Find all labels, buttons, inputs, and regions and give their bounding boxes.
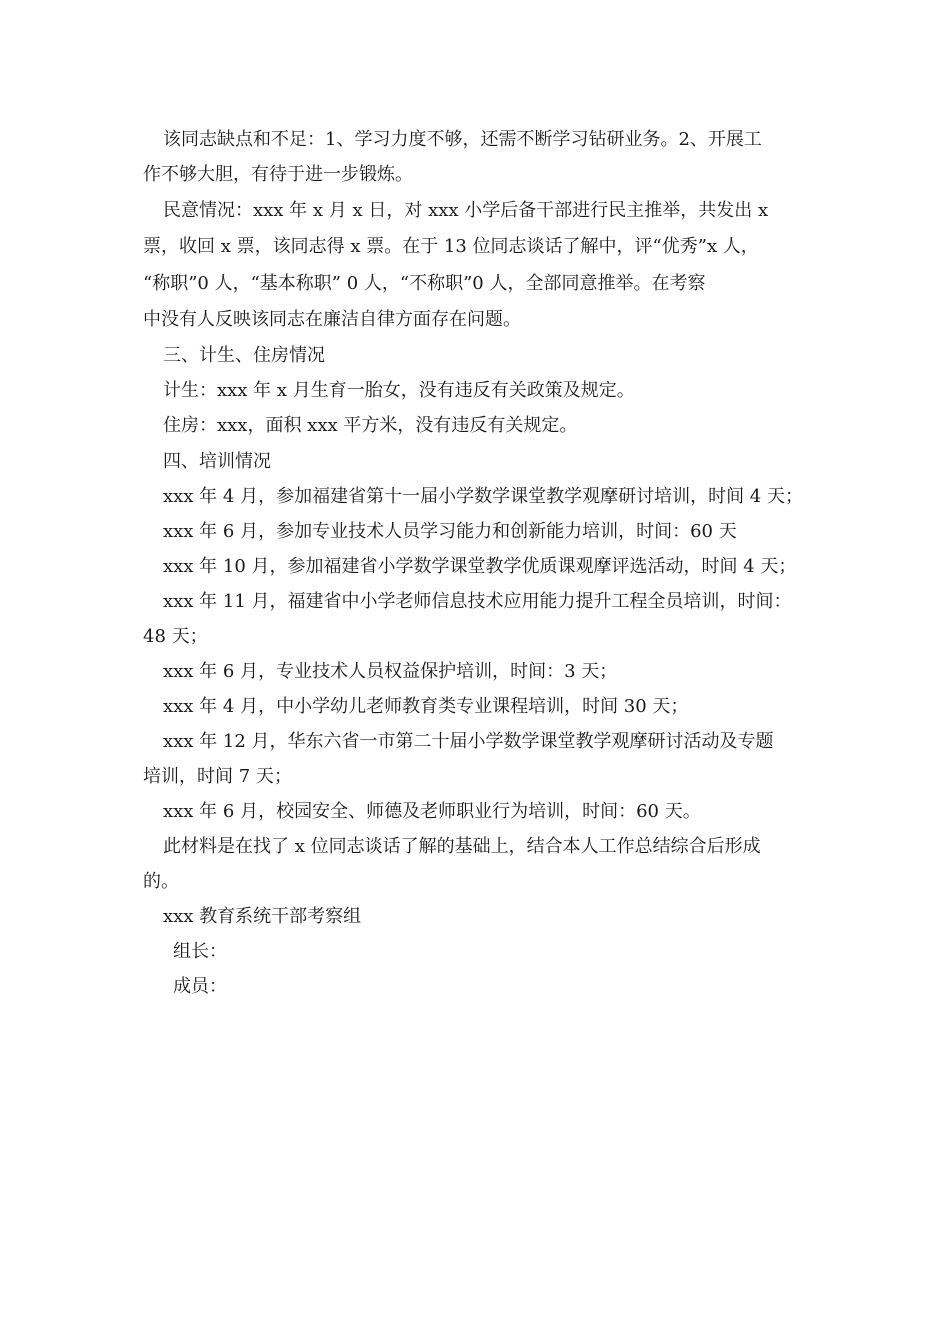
training-item-8: xxx 年 6 月，校园安全、师德及老师职业行为培训，时间：60 天。 [163, 801, 701, 822]
weakness-line-1: 该同志缺点和不足：1、学习力度不够，还需不断学习钻研业务。2、开展工 [163, 129, 762, 150]
inspection-team-name: xxx 教育系统干部考察组 [163, 906, 362, 927]
opinion-line-1: 民意情况：xxx 年 x 月 x 日，对 xxx 小学后备干部进行民主推举，共发出 x [163, 200, 769, 221]
team-members-label: 成员： [173, 976, 227, 997]
opinion-line-2: 票，收回 x 票，该同志得 x 票。在于 13 位同志谈话了解中，评“优秀”x 人， [143, 236, 759, 257]
training-item-7-line-2: 培训，时间 7 天； [143, 766, 292, 787]
basis-statement-line-2: 的。 [143, 871, 179, 892]
section-heading-family-housing: 三、计生、住房情况 [163, 345, 325, 366]
basis-statement-line-1: 此材料是在找了 x 位同志谈话了解的基础上，结合本人工作总结综合后形成 [163, 836, 761, 857]
opinion-line-4: 中没有人反映该同志在廉洁自律方面存在问题。 [143, 309, 521, 330]
family-planning-line: 计生：xxx 年 x 月生育一胎女，没有违反有关政策及规定。 [163, 380, 635, 401]
housing-line: 住房：xxx，面积 xxx 平方米，没有违反有关规定。 [163, 415, 578, 436]
training-item-4-line-2: 48 天； [143, 626, 208, 647]
training-item-2: xxx 年 6 月，参加专业技术人员学习能力和创新能力培训，时间：60 天 [163, 521, 737, 542]
training-item-3: xxx 年 10 月，参加福建省小学数学课堂教学优质课观摩评选活动，时间 4 天； [163, 556, 797, 577]
training-item-4-line-1: xxx 年 11 月，福建省中小学老师信息技术应用能力提升工程全员培训，时间： [163, 591, 792, 612]
weakness-line-2: 作不够大胆，有待于进一步锻炼。 [143, 164, 413, 185]
training-item-6: xxx 年 4 月，中小学幼儿老师教育类专业课程培训，时间 30 天； [163, 696, 689, 717]
training-item-7-line-1: xxx 年 12 月，华东六省一市第二十届小学数学课堂教学观摩研讨活动及专题 [163, 731, 774, 752]
training-item-1: xxx 年 4 月，参加福建省第十一届小学数学课堂教学观摩研讨培训，时间 4 天； [163, 486, 803, 507]
team-leader-label: 组长： [173, 941, 227, 962]
section-heading-training: 四、培训情况 [163, 451, 271, 472]
training-item-5: xxx 年 6 月，专业技术人员权益保护培训，时间：3 天； [163, 661, 618, 682]
opinion-line-3: “称职”0 人，“基本称职” 0 人，“不称职”0 人，全部同意推举。在考察 [143, 273, 706, 294]
